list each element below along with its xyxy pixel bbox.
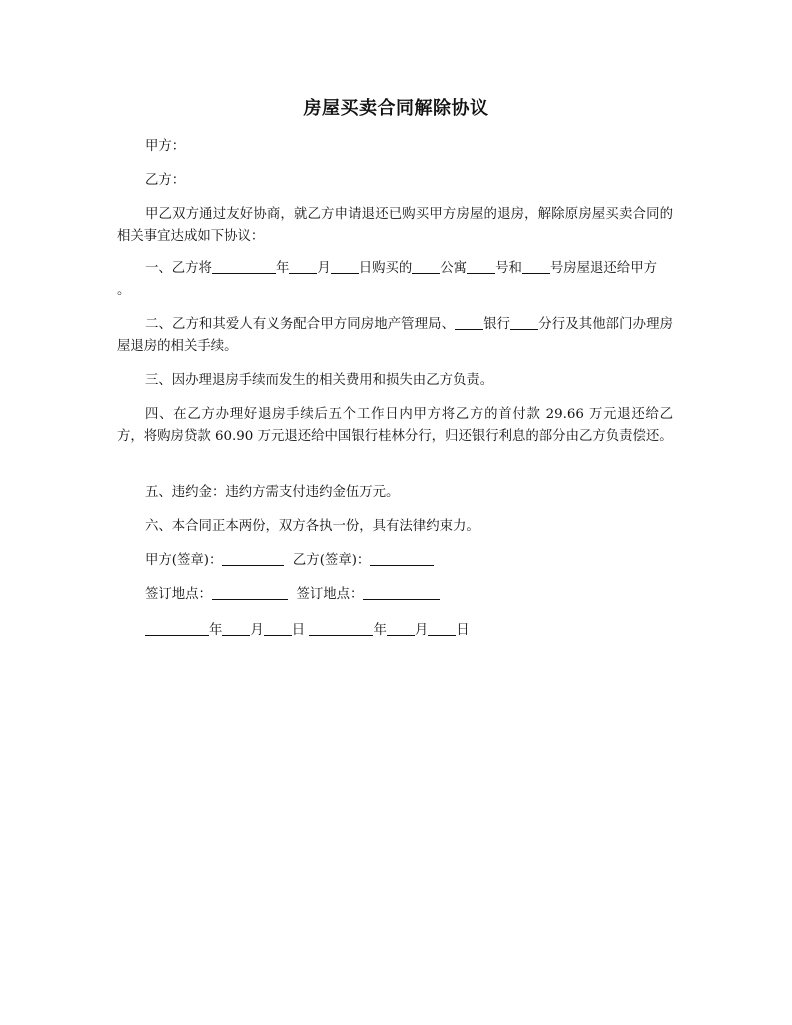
party-b-line: 乙方： (145, 173, 186, 188)
document-title: 房屋买卖合同解除协议 (303, 98, 489, 119)
date-a-year-blank (145, 621, 209, 636)
party-b-seal-label: 乙方(签章)： (292, 553, 371, 568)
blank-apartment (412, 259, 440, 274)
blank-day (331, 259, 359, 274)
clause-1-text-7: 号房屋退还给甲方 (549, 261, 657, 276)
clause-2-text-3: 分行及其他部门办理房屋退房的相关手续。 (117, 317, 674, 354)
date-b-month-label: 月 (414, 623, 429, 638)
date-b-day-label: 日 (456, 623, 470, 638)
place-b-blank (363, 585, 440, 600)
date-b-year-label: 年 (373, 623, 387, 638)
clause-1-text-4: 日购买的 (358, 261, 413, 276)
date-a-year-label: 年 (209, 623, 223, 638)
clause-1 (117, 258, 673, 302)
party-a-seal-blank (222, 551, 284, 566)
party-a-seal-label: 甲方(签章)： (145, 553, 223, 568)
date-b-day-blank (428, 621, 456, 636)
date-b-year-blank (309, 621, 373, 636)
blank-bank (455, 315, 483, 330)
date-a-day-blank (264, 621, 292, 636)
date-b-month-blank (387, 621, 415, 636)
blank-number-1 (467, 259, 495, 274)
blank-month (289, 259, 317, 274)
party-b-seal-blank (370, 551, 434, 566)
date-a-day-label: 日 (291, 623, 306, 638)
clause-3: 三、因办理退房手续而发生的相关费用和损失由乙方负责。 (145, 373, 494, 388)
clause-1-text-2: 年 (275, 261, 290, 276)
party-a-line: 甲方： (145, 139, 186, 154)
clause-4: 四、在乙方办理好退房手续后五个工作日内甲方将乙方的首付款 29.66 万元退还给乙方，将购房贷款 60.90 万元退还给中国银行桂林分行，归还银行利息的部分由乙方负责偿还。 (117, 407, 673, 444)
intro-paragraph: 甲乙双方通过友好协商，就乙方申请退还已购买甲方房屋的退房，解除原房屋买卖合同的相关事宜达成如下协议： (117, 207, 673, 244)
date-a-month-blank (222, 621, 250, 636)
signature-line (145, 550, 434, 572)
clause-1-text-6: 号和 (495, 261, 522, 276)
clause-1-text-5: 公寓 (440, 261, 468, 276)
clause-2-text-1: 二、乙方和其爱人有义务配合甲方同房地产管理局、 (145, 317, 456, 332)
blank-number-2 (522, 259, 550, 274)
clause-1-text-8: 。 (117, 283, 131, 298)
place-a-label: 签订地点： (145, 587, 212, 602)
clause-1-text-3: 月 (317, 261, 331, 276)
clause-2-text-2: 银行 (483, 317, 511, 332)
date-line (145, 620, 470, 642)
clause-5: 五、违约金：违约方需支付违约金伍万元。 (145, 485, 400, 500)
blank-year (212, 259, 276, 274)
place-line (145, 584, 440, 606)
date-a-month-label: 月 (250, 623, 264, 638)
clause-1-text-1: 一、乙方将 (145, 261, 212, 276)
blank-branch (510, 315, 538, 330)
clause-6: 六、本合同正本两份，双方各执一份，具有法律约束力。 (145, 519, 480, 534)
place-a-blank (212, 585, 288, 600)
place-b-label: 签订地点： (296, 587, 364, 602)
clause-2 (117, 314, 673, 358)
